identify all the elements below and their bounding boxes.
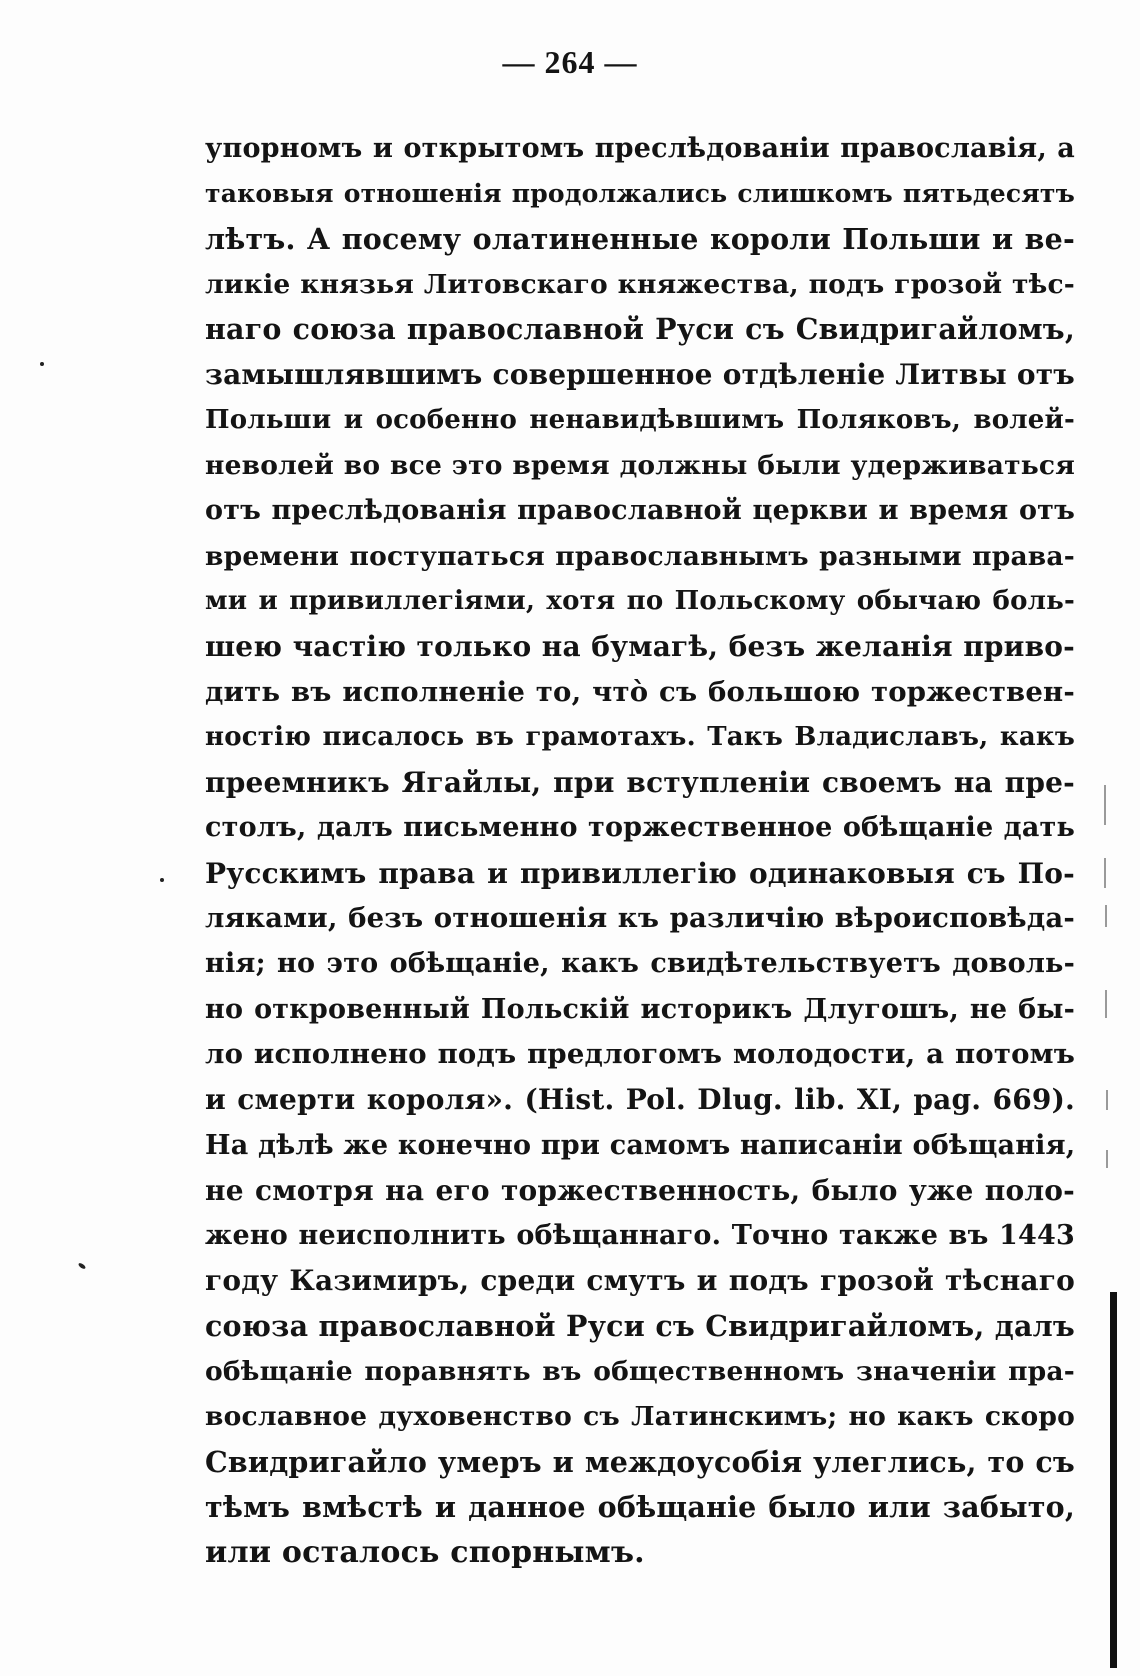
text-line: и смерти короля». (Hist. Pol. Dlug. lib. XI, pag. 669). (205, 1083, 1075, 1117)
scan-edge-shadow (1110, 1292, 1117, 1668)
text-line: ло исполнено подъ предлогомъ молодости, а потомъ (205, 1037, 1075, 1070)
text-line: ностію писалось въ грамотахъ. Такъ Владиславъ, какъ (205, 721, 1075, 752)
text-line: союза православной Руси съ Свидригайломъ, далъ (205, 1308, 1075, 1343)
text-line: не смотря на его торжественность, было уже поло- (205, 1173, 1075, 1207)
text-line: ляками, безъ отношенія къ различію вѣроисповѣда- (205, 902, 1075, 935)
text-line: упорномъ и открытомъ преслѣдованіи православія, а (205, 133, 1075, 164)
text-line: Польши и особенно ненавидѣвшимъ Поляковъ, волей- (205, 404, 1075, 435)
text-line: замышлявшимъ совершенное отдѣленіе Литвы отъ (205, 358, 1075, 392)
text-line: времени поступаться православнымъ разными права- (205, 540, 1075, 572)
scan-edge-mark (1106, 1150, 1108, 1168)
text-line: году Казимиръ, среди смутъ и подъ грозой тѣснаго (205, 1264, 1075, 1298)
text-line: преемникъ Ягайлы, при вступленіи своемъ на пре- (205, 766, 1075, 800)
text-line: ми и привиллегіями, хотя по Польскому обычаю боль- (205, 585, 1075, 616)
text-line: наго союза православной Руси съ Свидригайломъ, (205, 312, 1075, 347)
text-line: тѣмъ вмѣстѣ и данное обѣщаніе было или забыто, (205, 1489, 1075, 1524)
text-line: отъ преслѣдованія православной церкви и время отъ (205, 495, 1075, 527)
text-line: Свидригайло умеръ и междоусобія улеглись, то съ (205, 1444, 1075, 1479)
text-line: таковыя отношенія продолжались слишкомъ пятьдесятъ (205, 179, 1075, 209)
text-line: вославное духовенство съ Латинскимъ; но какъ скоро (205, 1401, 1075, 1433)
body-text (205, 126, 1075, 1576)
scan-speck (78, 1262, 87, 1270)
scan-edge-mark (1104, 858, 1106, 888)
text-line: или осталось спорнымъ. (205, 1535, 645, 1571)
text-line: нія; но это обѣщаніе, какъ свидѣтельствуетъ доволь- (205, 948, 1075, 980)
text-line: ликіе князья Литовскаго княжества, подъ грозой тѣс- (205, 268, 1075, 300)
text-line: лѣтъ. А посему олатиненные короли Польши и ве- (205, 221, 1075, 256)
page-number: — 264 — (502, 44, 638, 80)
scan-edge-mark (1106, 1090, 1108, 1110)
scan-edge-mark (1105, 905, 1107, 927)
scan-speck (40, 362, 44, 366)
text-line: жено неисполнить обѣщаннаго. Точно также въ 1443 (205, 1220, 1075, 1252)
text-line: но откровенный Польскій историкъ Длугошъ, не бы- (205, 993, 1075, 1025)
scan-edge-mark (1105, 990, 1107, 1018)
text-line: неволей во все это время должны были удерживаться (205, 450, 1075, 482)
text-line: обѣщаніе поравнять въ общественномъ значеніи пра- (205, 1356, 1075, 1388)
scan-speck (160, 878, 164, 882)
text-line: шею частію только на бумагѣ, безъ желанія приво- (205, 630, 1075, 664)
text-line: На дѣлѣ же конечно при самомъ написаніи обѣщанія, (205, 1129, 1076, 1161)
text-line: столъ, далъ письменно торжественное обѣщаніе дать (205, 812, 1075, 844)
text-line: дить въ исполненіе то, что̀ съ большою торжествен- (205, 675, 1075, 708)
scan-edge-mark (1104, 785, 1106, 825)
text-line: Русскимъ права и привиллегію одинаковыя съ По- (205, 856, 1075, 890)
